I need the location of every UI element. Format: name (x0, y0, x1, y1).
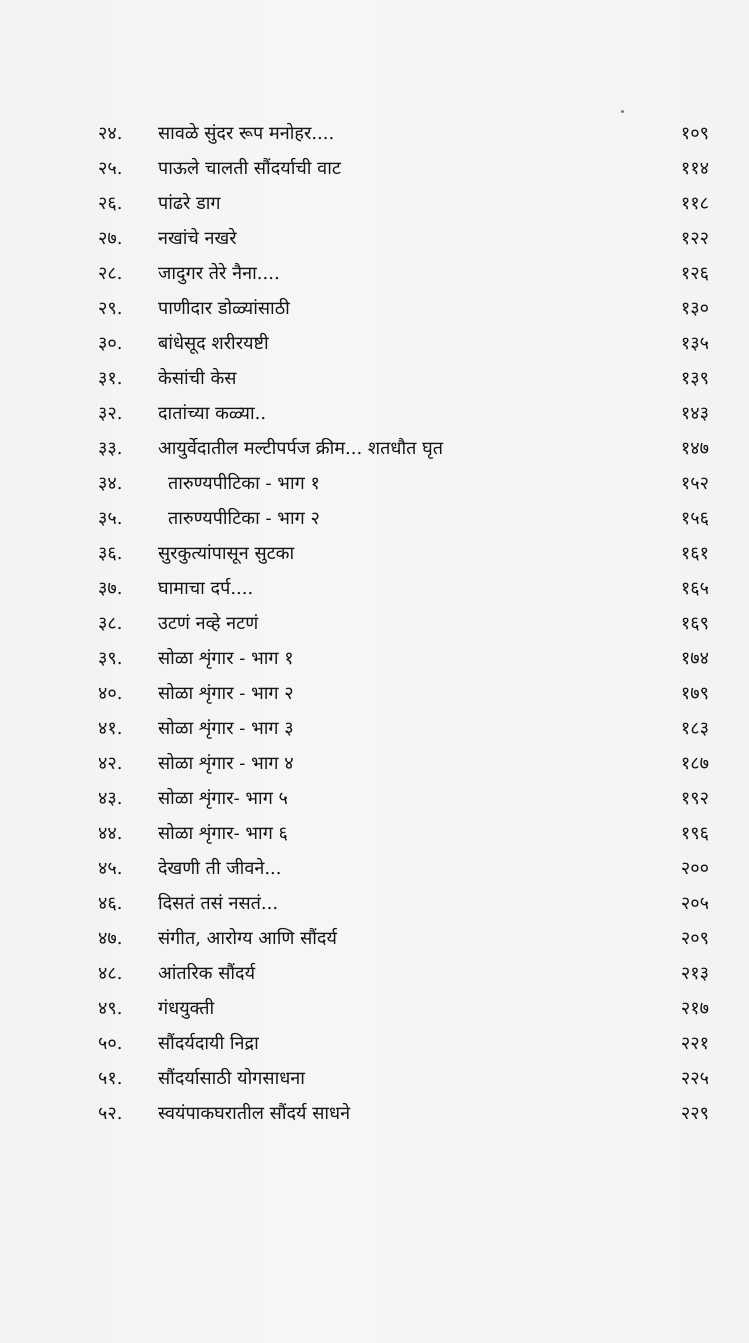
chapter-title: तारुण्यपीटिका - भाग २ (168, 508, 320, 529)
chapter-title: घामाचा दर्प.... (158, 578, 254, 599)
chapter-number: ३०. (98, 333, 123, 354)
chapter-title: सोळा शृंगार - भाग २ (158, 683, 294, 704)
chapter-number: २५. (98, 158, 123, 179)
toc-entry (98, 116, 723, 151)
toc-entry (98, 991, 723, 1026)
page-number: १३० (680, 298, 709, 319)
chapter-number: ५२. (98, 1103, 123, 1124)
chapter-title: तारुण्यपीटिका - भाग १ (168, 473, 320, 494)
chapter-number: २६. (98, 193, 123, 214)
toc-entry (98, 1026, 723, 1061)
toc-entry (98, 1096, 723, 1131)
page-number: २२५ (680, 1068, 709, 1089)
chapter-title: संगीत, आरोग्य आणि सौंदर्य (158, 928, 337, 949)
chapter-title: सौंदर्यदायी निद्रा (158, 1033, 259, 1054)
chapter-number: ५०. (98, 1033, 123, 1054)
chapter-title: पाणीदार डोळ्यांसाठी (158, 298, 290, 319)
chapter-number: ४७. (98, 928, 123, 949)
chapter-title: गंधयुक्ती (158, 998, 215, 1019)
page-number: १२६ (680, 263, 709, 284)
page-number: १८७ (680, 753, 709, 774)
chapter-title: सावळे सुंदर रूप मनोहर.... (158, 123, 335, 144)
chapter-title: जादुगर तेरे नैना.... (158, 263, 280, 284)
table-of-contents (98, 116, 723, 1131)
page-number: १३५ (680, 333, 709, 354)
page-number: १३९ (680, 368, 709, 389)
chapter-number: २७. (98, 228, 123, 249)
chapter-title: सोळा शृंगार - भाग ३ (158, 718, 294, 739)
toc-entry (98, 221, 723, 256)
toc-entry (98, 396, 723, 431)
page-number: १५२ (680, 473, 709, 494)
toc-entry (98, 291, 723, 326)
page-number: १६९ (680, 613, 709, 634)
chapter-title: स्वयंपाकघरातील सौंदर्य साधने (158, 1103, 351, 1124)
page-number: २१३ (680, 963, 709, 984)
toc-entry (98, 746, 723, 781)
toc-entry (98, 816, 723, 851)
chapter-number: ३१. (98, 368, 123, 389)
page-number: १६१ (680, 543, 709, 564)
page-number: २०९ (680, 928, 709, 949)
chapter-title: दातांच्या कळ्या.. (158, 403, 267, 424)
chapter-title: सोळा शृंगार- भाग ६ (158, 823, 288, 844)
page-number: १६५ (680, 578, 709, 599)
toc-entry (98, 151, 723, 186)
chapter-number: ३६. (98, 543, 123, 564)
toc-entry (98, 431, 723, 466)
page-number: १०९ (680, 123, 709, 144)
chapter-number: ३३. (98, 438, 123, 459)
chapter-number: ४५. (98, 858, 123, 879)
chapter-number: ४३. (98, 788, 123, 809)
page-number: १८३ (680, 718, 709, 739)
chapter-title: देखणी ती जीवने... (158, 858, 282, 879)
chapter-number: ५१. (98, 1068, 123, 1089)
chapter-title: सोळा शृंगार- भाग ५ (158, 788, 288, 809)
chapter-number: ३७. (98, 578, 123, 599)
chapter-number: २४. (98, 123, 123, 144)
toc-entry (98, 781, 723, 816)
chapter-number: ४०. (98, 683, 123, 704)
chapter-title: नखांचे नखरे (158, 228, 237, 249)
page-number: २२१ (680, 1033, 709, 1054)
chapter-number: ३२. (98, 403, 123, 424)
page-number: १४७ (680, 438, 709, 459)
toc-entry (98, 676, 723, 711)
chapter-title: आंतरिक सौंदर्य (158, 963, 256, 984)
page-number: २२९ (680, 1103, 709, 1124)
toc-entry (98, 326, 723, 361)
chapter-title: आयुर्वेदातील मल्टीपर्पज क्रीम... शतधौत घृत (158, 438, 444, 459)
chapter-title: पांढरे डाग (158, 193, 221, 214)
toc-entry (98, 501, 723, 536)
chapter-number: ४६. (98, 893, 123, 914)
page-number: २०० (680, 858, 709, 879)
chapter-number: ४८. (98, 963, 123, 984)
toc-entry (98, 1061, 723, 1096)
toc-entry (98, 536, 723, 571)
chapter-number: ४२. (98, 753, 123, 774)
ink-speck (621, 110, 624, 113)
toc-entry (98, 851, 723, 886)
toc-entry (98, 711, 723, 746)
page-number: १४३ (680, 403, 709, 424)
chapter-title: केसांची केस (158, 368, 237, 389)
chapter-number: ४४. (98, 823, 123, 844)
page-number: १९६ (680, 823, 709, 844)
toc-entry (98, 256, 723, 291)
page-number: १२२ (680, 228, 709, 249)
toc-entry (98, 466, 723, 501)
page-number: ११४ (680, 158, 709, 179)
chapter-number: ४९. (98, 998, 123, 1019)
toc-entry (98, 186, 723, 221)
chapter-title: बांधेसूद शरीरयष्टी (158, 333, 269, 354)
chapter-number: ४१. (98, 718, 123, 739)
chapter-number: २९. (98, 298, 123, 319)
toc-entry (98, 361, 723, 396)
toc-entry (98, 606, 723, 641)
page-number: १९२ (680, 788, 709, 809)
toc-entry (98, 921, 723, 956)
chapter-title: सौंदर्यासाठी योगसाधना (158, 1068, 305, 1089)
chapter-title: उटणं नव्हे नटणं (158, 613, 259, 634)
page-number: १७९ (680, 683, 709, 704)
toc-entry (98, 571, 723, 606)
chapter-title: पाऊले चालती सौंदर्याची वाट (158, 158, 341, 179)
page-number: २१७ (680, 998, 709, 1019)
page-number: १७४ (680, 648, 709, 669)
chapter-title: सोळा शृंगार - भाग ४ (158, 753, 294, 774)
chapter-title: सोळा शृंगार - भाग १ (158, 648, 294, 669)
chapter-number: ३४. (98, 473, 123, 494)
chapter-number: २८. (98, 263, 123, 284)
page-number: २०५ (680, 893, 709, 914)
chapter-title: सुरकुत्यांपासून सुटका (158, 543, 295, 564)
toc-entry (98, 641, 723, 676)
chapter-number: ३८. (98, 613, 123, 634)
toc-entry (98, 956, 723, 991)
toc-entry (98, 886, 723, 921)
page-number: ११८ (680, 193, 709, 214)
page-number: १५६ (680, 508, 709, 529)
chapter-title: दिसतं तसं नसतं... (158, 893, 279, 914)
chapter-number: ३९. (98, 648, 123, 669)
chapter-number: ३५. (98, 508, 123, 529)
